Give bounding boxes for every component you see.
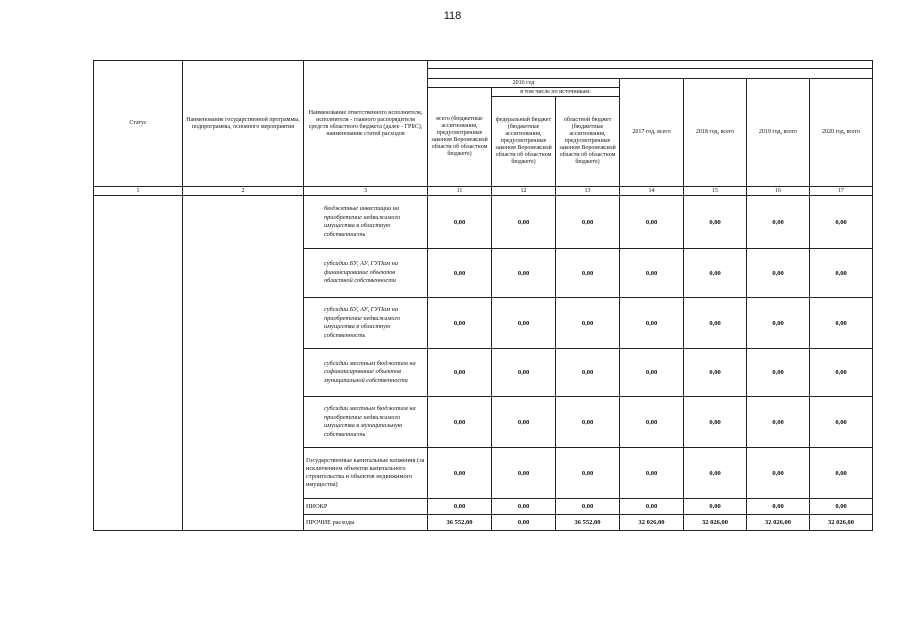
header-program-name: Наименование государственной программы, подпрограммы, основного мероприятия	[183, 61, 304, 187]
column-number: 11	[428, 187, 492, 196]
value-cell: 0,00	[684, 397, 747, 448]
value-cell: 0,00	[492, 349, 556, 397]
header-total-2016: всего (бюджетные ассигнования, предусмотренные законом Воронежской области об областном бюджете)	[428, 88, 492, 187]
value-cell: 0,00	[810, 349, 873, 397]
status-cell	[94, 196, 183, 531]
value-cell: 0,00	[492, 298, 556, 349]
header-2019: 2019 год, всего	[747, 79, 810, 187]
header-top-strip	[428, 61, 873, 69]
column-number: 12	[492, 187, 556, 196]
value-cell: 0,00	[747, 448, 810, 499]
value-cell: 36 552,00	[556, 515, 620, 531]
value-cell: 32 026,00	[747, 515, 810, 531]
value-cell: 0,00	[620, 298, 684, 349]
header-by-sources: в том числе по источникам:	[492, 88, 620, 97]
value-cell: 0,00	[428, 196, 492, 249]
value-cell: 0,00	[810, 499, 873, 515]
value-cell: 32 026,00	[684, 515, 747, 531]
value-cell: 0,00	[747, 196, 810, 249]
value-cell: 0,00	[620, 196, 684, 249]
value-cell: 0,00	[620, 349, 684, 397]
value-cell: 0,00	[428, 349, 492, 397]
value-cell: 0,00	[556, 298, 620, 349]
value-cell: 0,00	[684, 196, 747, 249]
value-cell: 36 552,00	[428, 515, 492, 531]
value-cell: 0,00	[428, 448, 492, 499]
value-cell: 0,00	[556, 448, 620, 499]
column-number: 3	[304, 187, 428, 196]
value-cell: 0,00	[492, 499, 556, 515]
header-blank-strip	[428, 69, 873, 79]
header-2018: 2018 год, всего	[684, 79, 747, 187]
program-name-cell	[183, 196, 304, 531]
column-number: 13	[556, 187, 620, 196]
value-cell: 0,00	[620, 499, 684, 515]
header-2020: 2020 год, всего	[810, 79, 873, 187]
value-cell: 0,00	[620, 448, 684, 499]
row-name: субсидии местным бюджетам на приобретение недвижимого имущества в муниципальную собственность	[304, 397, 428, 448]
value-cell: 0,00	[810, 397, 873, 448]
value-cell: 0,00	[747, 349, 810, 397]
value-cell: 0,00	[684, 349, 747, 397]
value-cell: 0,00	[492, 448, 556, 499]
value-cell: 0,00	[556, 349, 620, 397]
row-name: субсидии местным бюджетам на софинансирование объектов муниципальной собственности	[304, 349, 428, 397]
column-number: 2	[183, 187, 304, 196]
value-cell: 0,00	[810, 298, 873, 349]
column-number: 1	[94, 187, 183, 196]
value-cell: 0,00	[428, 397, 492, 448]
value-cell: 0,00	[428, 499, 492, 515]
value-cell: 0,00	[492, 515, 556, 531]
table-row	[94, 196, 873, 249]
row-name: Государственные капитальные вложения (за исключением объектов капитального строительства и объектов недвижимого имущества)	[304, 448, 428, 499]
value-cell: 0,00	[747, 298, 810, 349]
value-cell: 0,00	[810, 448, 873, 499]
header-federal-2016: федеральный бюджет (бюджетные ассигнования, предусмотренные законом Воронежской области об областном бюджете)	[492, 97, 556, 187]
value-cell: 32 026,00	[810, 515, 873, 531]
row-name: ПРОЧИЕ расходы	[304, 515, 428, 531]
value-cell: 0,00	[684, 249, 747, 298]
header-executor: Наименование ответственного исполнителя, исполнителя - главного распорядителя средств областного бюджета (далее - ГРБС), наименование статей расходов	[304, 61, 428, 187]
header-2017: 2017 год, всего	[620, 79, 684, 187]
header-status: Статус	[94, 61, 183, 187]
value-cell: 0,00	[684, 448, 747, 499]
row-name: НИОКР	[304, 499, 428, 515]
value-cell: 0,00	[428, 298, 492, 349]
budget-table	[93, 60, 873, 531]
value-cell: 0,00	[747, 499, 810, 515]
column-number: 16	[747, 187, 810, 196]
header-regional-2016: областной бюджет (бюджетные ассигнования, предусмотренные законом Воронежской области об областном бюджете)	[556, 97, 620, 187]
value-cell: 0,00	[810, 249, 873, 298]
value-cell: 0,00	[684, 298, 747, 349]
column-number: 14	[620, 187, 684, 196]
value-cell: 0,00	[620, 249, 684, 298]
column-number: 15	[684, 187, 747, 196]
value-cell: 0,00	[556, 499, 620, 515]
value-cell: 0,00	[492, 249, 556, 298]
value-cell: 0,00	[556, 249, 620, 298]
value-cell: 0,00	[556, 196, 620, 249]
value-cell: 0,00	[492, 397, 556, 448]
header-year-2016: 2016 год	[428, 79, 620, 88]
value-cell: 0,00	[747, 249, 810, 298]
row-name: субсидии БУ, АУ, ГУПам на финансирование объектов областной собственности	[304, 249, 428, 298]
row-name: субсидии БУ, АУ, ГУПам на приобретение недвижимого имущества в областную собственность	[304, 298, 428, 349]
value-cell: 0,00	[684, 499, 747, 515]
column-number: 17	[810, 187, 873, 196]
value-cell: 32 026,00	[620, 515, 684, 531]
value-cell: 0,00	[492, 196, 556, 249]
value-cell: 0,00	[556, 397, 620, 448]
page-number: 118	[443, 10, 462, 22]
row-name: бюджетные инвестиции на приобретение недвижимого имущества в областную собственность	[304, 196, 428, 249]
value-cell: 0,00	[428, 249, 492, 298]
value-cell: 0,00	[620, 397, 684, 448]
value-cell: 0,00	[747, 397, 810, 448]
value-cell: 0,00	[810, 196, 873, 249]
